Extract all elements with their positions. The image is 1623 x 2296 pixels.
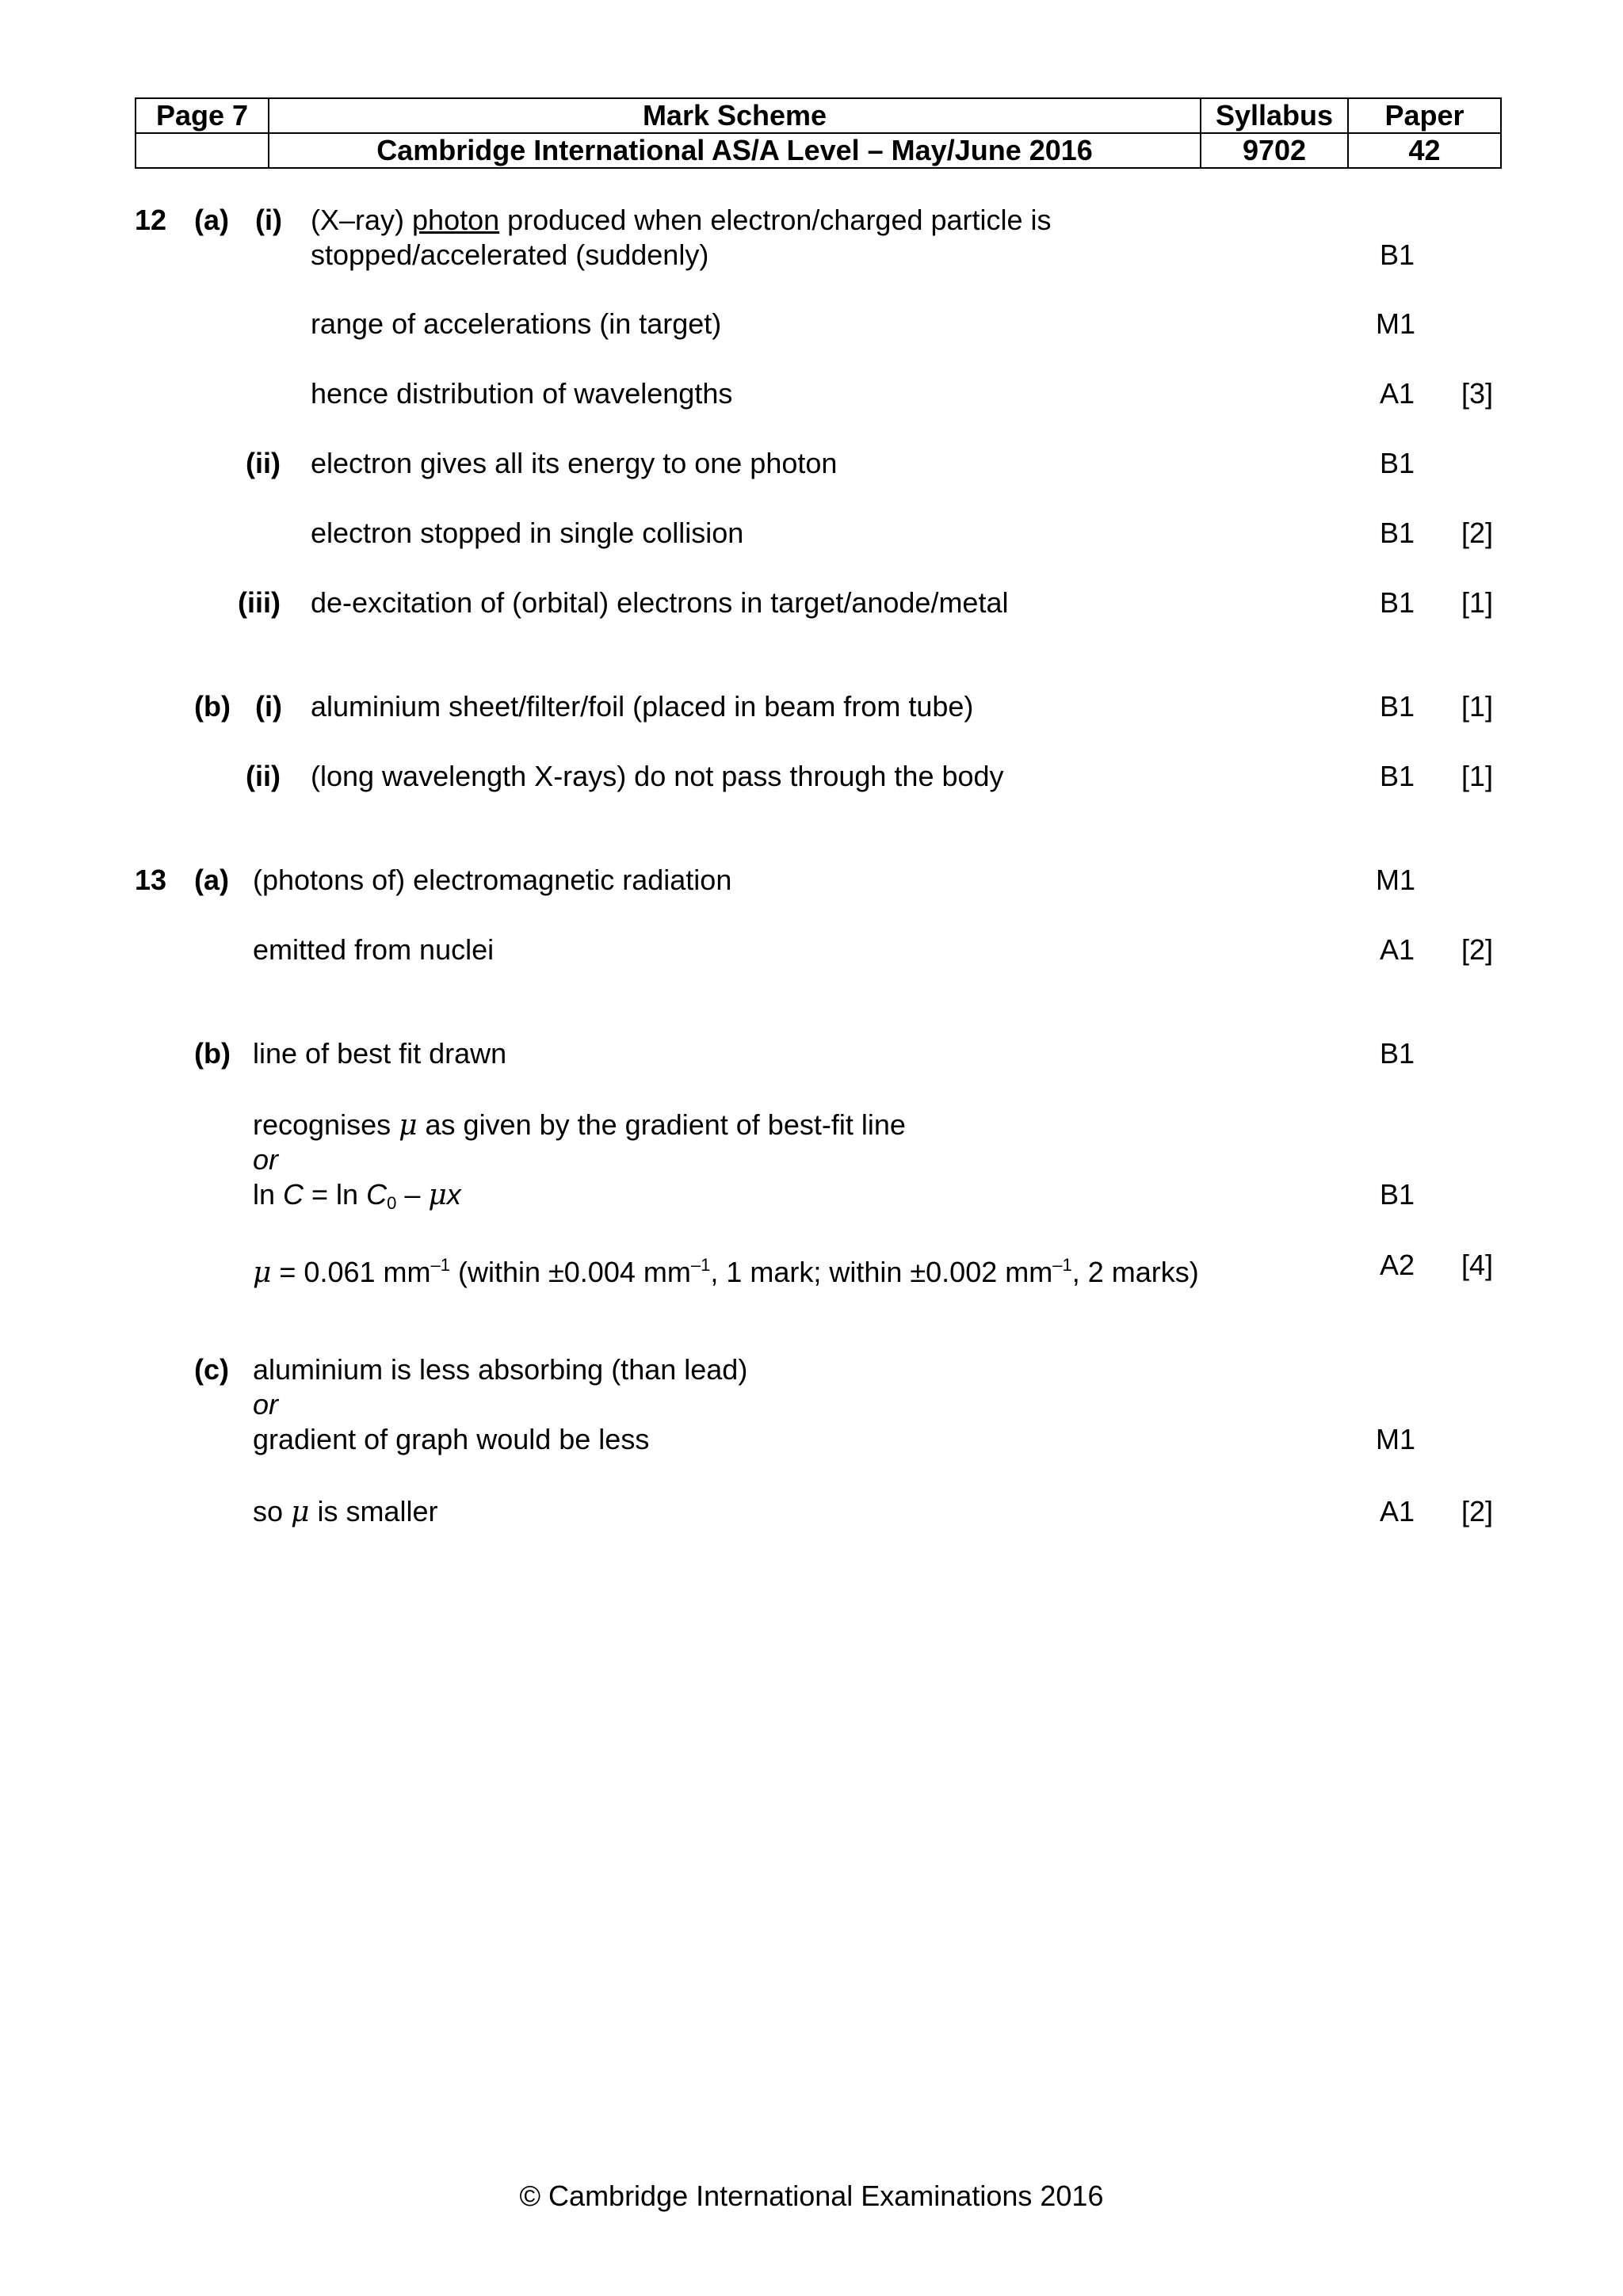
answer-line — [253, 1108, 906, 1143]
paper-number: 42 — [1348, 133, 1501, 168]
equation-variable: C — [283, 1178, 304, 1211]
mark-code: A1 — [1380, 933, 1415, 966]
mark-code: M1 — [1376, 864, 1416, 896]
answer-text: as given by the gradient of best-fit line — [417, 1108, 906, 1141]
equation-variable: x — [446, 1178, 461, 1211]
question-number: 13 — [135, 864, 167, 896]
syllabus-code: 9702 — [1201, 133, 1348, 168]
mark-code: B1 — [1380, 586, 1415, 619]
answer-line: range of accelerations (in target) — [311, 307, 722, 340]
answer-line: (long wavelength X-rays) do not pass through the body — [311, 760, 1004, 792]
syllabus-label: Syllabus — [1201, 98, 1348, 133]
equation-text: ln — [253, 1178, 284, 1211]
mark-code: B1 — [1380, 760, 1415, 792]
equation-text: – — [396, 1178, 429, 1211]
mark-code: A1 — [1380, 1495, 1415, 1527]
equation-text: = ln — [304, 1178, 367, 1211]
superscript: –1 — [690, 1255, 711, 1275]
mark-code: B1 — [1380, 238, 1415, 271]
answer-line: line of best fit drawn — [253, 1037, 507, 1070]
mark-total: [3] — [1461, 377, 1494, 410]
answer-line: electron gives all its energy to one photon — [311, 447, 838, 479]
answer-text: (within ±0.004 mm — [449, 1256, 691, 1288]
answer-line: emitted from nuclei — [253, 933, 495, 966]
question-number: 12 — [135, 204, 167, 236]
mark-total: [4] — [1461, 1249, 1494, 1281]
equation-variable: C — [366, 1178, 388, 1211]
document-title: Mark Scheme — [269, 98, 1201, 133]
part-label: (a) — [194, 204, 229, 236]
subpart-label: (ii) — [246, 760, 281, 792]
subpart-label: (iii) — [238, 586, 281, 619]
mark-code: M1 — [1376, 307, 1416, 340]
answer-line — [253, 1494, 437, 1530]
answer-text: so — [253, 1495, 292, 1527]
mark-total: [2] — [1461, 517, 1494, 549]
mu-symbol: μ — [428, 1179, 447, 1211]
mark-code: B1 — [1380, 517, 1415, 549]
answer-text: (X–ray) — [311, 204, 413, 236]
underlined-keyword: photon — [412, 204, 500, 236]
part-label: (a) — [194, 864, 229, 896]
part-label: (b) — [194, 1037, 231, 1070]
page-label: Page 7 — [136, 98, 269, 133]
mu-symbol: μ — [399, 1109, 418, 1142]
subpart-label: (ii) — [246, 447, 281, 479]
answer-text: produced when electron/charged particle is — [499, 204, 1052, 236]
answer-line: de-excitation of (orbital) electrons in target/anode/metal — [311, 586, 1009, 619]
equation-subscript: 0 — [387, 1193, 397, 1213]
header-blank-cell — [136, 133, 269, 168]
superscript: –1 — [430, 1255, 450, 1275]
subpart-label: (i) — [255, 690, 282, 723]
answer-line: aluminium is less absorbing (than lead) — [253, 1353, 748, 1386]
answer-text: , 1 mark; within ±0.002 mm — [710, 1256, 1053, 1288]
answer-line: electron stopped in single collision — [311, 517, 744, 549]
header-table — [135, 97, 1502, 169]
mu-symbol: μ — [291, 1496, 310, 1528]
paper-label: Paper — [1348, 98, 1501, 133]
mark-code: B1 — [1380, 1178, 1415, 1211]
mark-code: A2 — [1380, 1249, 1415, 1281]
answer-line — [253, 1248, 1199, 1291]
footer-copyright: © Cambridge International Examinations 2016 — [519, 2180, 1104, 2212]
answer-line: stopped/accelerated (suddenly) — [311, 238, 709, 271]
answer-line: (photons of) electromagnetic radiation — [253, 864, 732, 896]
part-label: (c) — [194, 1353, 229, 1386]
mark-total: [1] — [1461, 760, 1494, 792]
mark-total: [2] — [1461, 1495, 1494, 1527]
mark-code: A1 — [1380, 377, 1415, 410]
mark-total: [1] — [1461, 690, 1494, 723]
mark-code: B1 — [1380, 690, 1415, 723]
answer-line — [311, 203, 1052, 238]
mark-code: M1 — [1376, 1423, 1416, 1455]
equation-line — [253, 1177, 461, 1221]
answer-text: = 0.061 mm — [271, 1256, 431, 1288]
part-label: (b) — [194, 690, 231, 723]
answer-line: gradient of graph would be less — [253, 1423, 650, 1455]
or-alternative: or — [253, 1143, 279, 1176]
document-subtitle: Cambridge International AS/A Level – May/June 2016 — [269, 133, 1201, 168]
answer-line: hence distribution of wavelengths — [311, 377, 733, 410]
answer-line: aluminium sheet/filter/foil (placed in beam from tube) — [311, 690, 974, 723]
subpart-label: (i) — [255, 204, 282, 236]
mark-total: [1] — [1461, 586, 1494, 619]
answer-text: is smaller — [309, 1495, 438, 1527]
mu-symbol: μ — [253, 1257, 272, 1289]
or-alternative: or — [253, 1388, 279, 1421]
mark-code: B1 — [1380, 447, 1415, 479]
superscript: –1 — [1052, 1255, 1072, 1275]
answer-text: recognises — [253, 1108, 399, 1141]
answer-text: , 2 marks) — [1071, 1256, 1199, 1288]
mark-total: [2] — [1461, 933, 1494, 966]
mark-code: B1 — [1380, 1037, 1415, 1070]
